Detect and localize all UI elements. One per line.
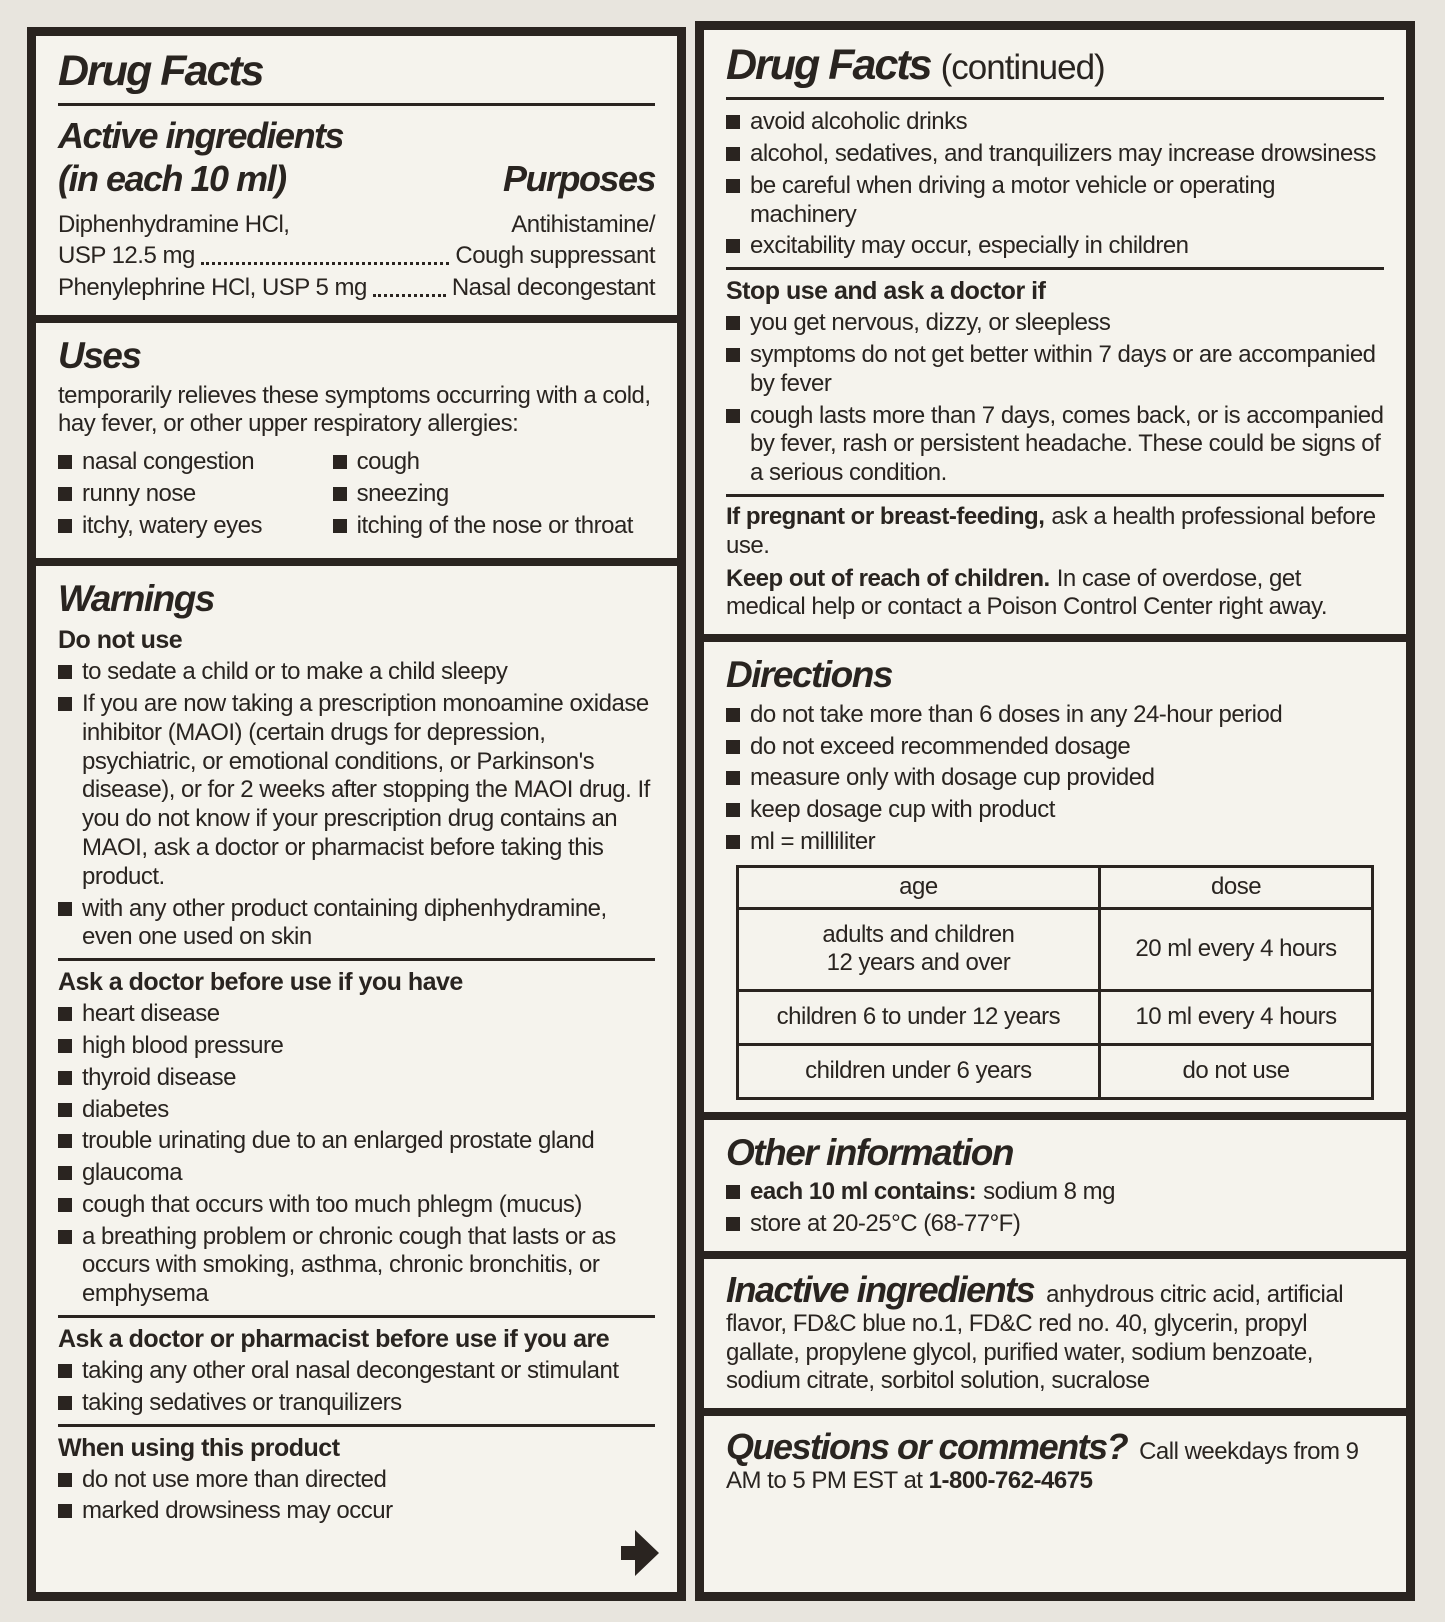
bullet-square-icon — [726, 1217, 740, 1231]
purposes-label: Purposes — [502, 158, 655, 200]
list-item — [726, 140, 1384, 169]
list-item — [726, 1178, 1384, 1207]
list-item — [58, 690, 655, 892]
bullet-square-icon — [58, 902, 72, 916]
dosage-table — [736, 865, 1374, 1100]
bullet-square-icon — [58, 1039, 72, 1053]
bullet-square-icon — [726, 179, 740, 193]
list-item-label: excitability may occur, especially in children — [750, 232, 1189, 260]
list-item — [726, 232, 1384, 261]
list-item — [726, 828, 1384, 857]
other-information-list — [726, 1178, 1384, 1239]
subsection-divider — [726, 267, 1384, 270]
list-item — [726, 764, 1384, 793]
list-item-label: trouble urinating due to an enlarged prostate gland — [82, 1127, 595, 1155]
ingredient-row — [58, 242, 655, 271]
ingredient-row — [58, 211, 655, 240]
list-item-label: do not exceed recommended dosage — [750, 732, 1131, 760]
inactive-ingredients-heading: Inactive ingredients — [726, 1268, 1035, 1310]
ask-doctor-list — [58, 1000, 655, 1309]
list-item-label: diabetes — [82, 1095, 169, 1123]
bullet-square-icon — [726, 803, 740, 817]
ingredient-name: Phenylephrine HCl, USP 5 mg — [58, 274, 367, 302]
bullet-square-icon — [726, 835, 740, 849]
list-item-label: avoid alcoholic drinks — [750, 108, 968, 136]
bullet-square-icon — [333, 487, 347, 501]
keep-out-of-reach-text: In case of overdose, get medical help or contact a Poison Control Center right away. — [726, 564, 1328, 621]
dosage-dose-cell: do not use — [1099, 1044, 1372, 1098]
list-item-label: with any other product containing diphenhydramine, even one used on skin — [82, 894, 607, 951]
bullet-square-icon — [58, 487, 72, 501]
list-item-label: If you are now taking a prescription monoamine oxidase inhibitor (MAOI) (certain drugs for depression, psychiatric, or emotional conditions, or Parkinson's disease), or for 2 weeks after stopping the MAOI drug. If you do not know if your prescription drug contains an MAOI, ask a doctor or pharmacist before taking this product. — [82, 689, 650, 890]
list-item-label: store at 20-25°C (68-77°F) — [750, 1210, 1021, 1238]
pregnancy-warning-lead: If pregnant or breast-feeding, — [726, 503, 1045, 531]
list-item — [333, 448, 655, 477]
list-item-label: glaucoma — [82, 1159, 183, 1187]
continued-label: (continued) — [940, 48, 1105, 87]
dosage-table-row — [737, 1044, 1372, 1098]
uses-intro: temporarily relieves these symptoms occurring with a cold, hay fever, or other upper respiratory allergies: — [58, 381, 651, 438]
bullet-square-icon — [58, 665, 72, 679]
ask-doctor-pharmacist-subheading: Ask a doctor or pharmacist before use if you are — [58, 1325, 610, 1354]
list-item — [333, 480, 655, 509]
when-using-list — [58, 1466, 655, 1527]
uses-list-col2 — [333, 445, 655, 543]
ingredient-name: Diphenhydramine HCl, — [58, 210, 290, 238]
list-item — [58, 1032, 655, 1061]
list-item-label: alcohol, sedatives, and tranquilizers may increase drowsiness — [750, 140, 1376, 168]
list-item-label: heart disease — [82, 1000, 220, 1028]
uses-list-col1 — [58, 445, 333, 543]
list-item — [333, 512, 655, 541]
questions-phone-number: 1-800-762-4675 — [928, 1466, 1093, 1494]
dosage-table-row — [737, 908, 1372, 991]
list-item-label: cough that occurs with too much phlegm (mucus) — [82, 1190, 582, 1218]
list-item — [726, 701, 1384, 730]
keep-out-of-reach-lead: Keep out of reach of children. — [726, 564, 1050, 592]
title-divider — [58, 103, 655, 106]
list-item — [726, 341, 1384, 399]
drug-facts-title: Drug Facts — [58, 47, 263, 95]
ingredient-name: USP 12.5 mg — [58, 242, 195, 270]
list-item — [726, 108, 1384, 137]
list-item — [58, 480, 333, 509]
bullet-square-icon — [333, 455, 347, 469]
bullet-square-icon — [726, 147, 740, 161]
ingredient-purpose: Nasal decongestant — [451, 274, 655, 302]
dosage-table-row — [737, 991, 1372, 1045]
ask-doctor-pharmacist-list — [58, 1357, 655, 1418]
list-item-label: marked drowsiness may occur — [82, 1497, 393, 1525]
drug-facts-title: Drug Facts — [726, 41, 931, 89]
dosage-dose-cell: 10 ml every 4 hours — [1099, 991, 1372, 1045]
list-item — [726, 172, 1384, 230]
bullet-square-icon — [58, 1473, 72, 1487]
bullet-square-icon — [58, 1198, 72, 1212]
list-item — [58, 1127, 655, 1156]
dotted-leader — [373, 294, 446, 297]
stop-use-list — [726, 309, 1384, 488]
title-divider — [726, 97, 1384, 100]
warnings-heading: Warnings — [58, 577, 214, 619]
dosage-age-cell: children 6 to under 12 years — [737, 991, 1099, 1045]
list-item-label: keep dosage cup with product — [750, 796, 1055, 824]
list-item-label: to sedate a child or to make a child sleepy — [82, 658, 508, 686]
bullet-square-icon — [58, 1504, 72, 1518]
dotted-leader — [201, 262, 450, 265]
list-item — [58, 1159, 655, 1188]
section-divider-thick — [704, 1408, 1406, 1416]
bullet-square-icon — [58, 1134, 72, 1148]
questions-section — [726, 1428, 1384, 1496]
drug-facts-panel-right — [695, 21, 1415, 1601]
stop-use-subheading: Stop use and ask a doctor if — [726, 277, 1046, 306]
list-item-label: symptoms do not get better within 7 days or are accompanied by fever — [750, 341, 1376, 397]
bullet-square-icon — [726, 1185, 740, 1199]
bullet-square-icon — [726, 409, 740, 423]
drug-facts-continued-title-row — [726, 42, 1384, 89]
active-ingredients-heading-row — [58, 114, 655, 200]
active-ingredients-heading: Active ingredients (in each 10 ml) — [58, 115, 344, 200]
dosage-dose-cell: 20 ml every 4 hours — [1099, 908, 1372, 991]
bullet-square-icon — [58, 455, 72, 469]
dosage-table-body — [737, 908, 1372, 1098]
dosage-table-header-dose: dose — [1099, 866, 1372, 908]
list-item-label: measure only with dosage cup provided — [750, 764, 1155, 792]
questions-heading: Questions or comments? — [726, 1426, 1128, 1468]
bullet-square-icon — [58, 1364, 72, 1378]
list-item-label: you get nervous, dizzy, or sleepless — [750, 309, 1111, 337]
bullet-square-icon — [58, 519, 72, 533]
questions-text: Call weekdays from 9 AM to 5 PM EST at — [726, 1438, 1359, 1494]
subsection-divider — [58, 1315, 655, 1318]
bullet-square-icon — [726, 239, 740, 253]
list-item-label: be careful when driving a motor vehicle or operating machinery — [750, 171, 1275, 228]
list-item-label: each 10 ml contains: sodium 8 mg — [750, 1178, 1115, 1206]
section-divider-thick — [704, 634, 1406, 642]
list-item — [58, 512, 333, 541]
list-item-label: do not use more than directed — [82, 1465, 387, 1493]
bullet-square-icon — [58, 697, 72, 711]
directions-heading: Directions — [726, 654, 892, 696]
when-using-continued-list — [726, 108, 1384, 261]
list-item-label: runny nose — [82, 480, 196, 507]
bullet-square-icon — [726, 316, 740, 330]
dosage-age-cell: adults and children 12 years and over — [737, 908, 1099, 991]
inactive-ingredients-text: anhydrous citric acid, artificial flavor, FD&C blue no.1, FD&C red no. 40, glycerin, propyl gallate, propylene glycol, purified water, sodium benzoate, sodium citrate, sorbitol solution, sucralose — [726, 1280, 1344, 1395]
list-item — [726, 1210, 1384, 1239]
continue-arrow-icon — [621, 1530, 659, 1576]
list-item — [58, 1191, 655, 1220]
list-item-label: itchy, watery eyes — [82, 511, 262, 539]
list-item — [58, 895, 655, 953]
list-item-label: do not take more than 6 doses in any 24-hour period — [750, 700, 1283, 728]
list-item — [58, 1466, 655, 1495]
list-item — [58, 1064, 655, 1093]
bullet-square-icon — [726, 771, 740, 785]
keep-out-of-reach-warning — [726, 565, 1384, 623]
uses-columns — [58, 443, 655, 545]
list-item-label: thyroid disease — [82, 1063, 236, 1091]
when-using-subheading: When using this product — [58, 1433, 340, 1462]
subsection-divider — [58, 958, 655, 961]
list-item-label: taking any other oral nasal decongestant or stimulant — [82, 1357, 619, 1385]
inactive-ingredients-section — [726, 1268, 1384, 1396]
bullet-square-icon — [333, 519, 347, 533]
list-item — [58, 1357, 655, 1386]
bullet-square-icon — [726, 348, 740, 362]
bullet-square-icon — [58, 1166, 72, 1180]
subsection-divider — [58, 1424, 655, 1427]
bullet-square-icon — [726, 115, 740, 129]
list-item — [58, 658, 655, 687]
list-item — [58, 448, 333, 477]
list-item-label: high blood pressure — [82, 1031, 284, 1059]
list-item-label: a breathing problem or chronic cough that lasts or as occurs with smoking, asthma, chronic bronchitis, or emphysema — [82, 1222, 616, 1308]
list-item-label: ml = milliliter — [750, 827, 876, 855]
list-item-label: cough lasts more than 7 days, comes back, or is accompanied by fever, rash or persistent headache. These could be signs of a serious condition. — [750, 401, 1384, 487]
ingredient-purpose: Cough suppressant — [455, 242, 655, 270]
list-item-label: taking sedatives or tranquilizers — [82, 1388, 402, 1416]
uses-heading: Uses — [58, 335, 141, 377]
list-item — [58, 1389, 655, 1418]
pregnancy-warning — [726, 503, 1384, 561]
dosage-table-header-row — [737, 866, 1372, 908]
list-item-label: itching of the nose or throat — [356, 511, 633, 539]
bullet-square-icon — [58, 1007, 72, 1021]
section-divider-thick — [36, 315, 677, 323]
do-not-use-list — [58, 658, 655, 952]
section-divider-thick — [704, 1251, 1406, 1259]
subsection-divider — [726, 494, 1384, 497]
bullet-square-icon — [58, 1230, 72, 1244]
dosage-age-cell: children under 6 years — [737, 1044, 1099, 1098]
bullet-square-icon — [726, 708, 740, 722]
other-information-heading: Other information — [726, 1131, 1013, 1173]
bullet-square-icon — [726, 740, 740, 754]
list-item — [58, 1223, 655, 1309]
bullet-square-icon — [58, 1396, 72, 1410]
list-item-label: sneezing — [356, 480, 449, 507]
directions-list — [726, 701, 1384, 857]
bullet-square-icon — [58, 1071, 72, 1085]
list-item — [58, 1497, 655, 1526]
dosage-table-header-age: age — [737, 866, 1099, 908]
list-item — [58, 1096, 655, 1125]
ingredient-row — [58, 274, 655, 303]
pregnancy-warning-text: ask a health professional before use. — [726, 503, 1376, 559]
bullet-square-icon — [58, 1103, 72, 1117]
drug-facts-panel-left — [27, 27, 686, 1601]
list-item — [726, 402, 1384, 488]
section-divider-thick — [704, 1112, 1406, 1120]
section-divider-thick — [36, 558, 677, 566]
list-item — [726, 733, 1384, 762]
list-item-label: nasal congestion — [82, 448, 255, 476]
list-item-label: cough — [356, 448, 420, 476]
do-not-use-subheading: Do not use — [58, 626, 183, 655]
ingredient-purpose: Antihistamine/ — [511, 210, 655, 238]
list-item — [726, 309, 1384, 338]
ask-doctor-subheading: Ask a doctor before use if you have — [58, 968, 463, 997]
list-item — [726, 796, 1384, 825]
list-item — [58, 1000, 655, 1029]
